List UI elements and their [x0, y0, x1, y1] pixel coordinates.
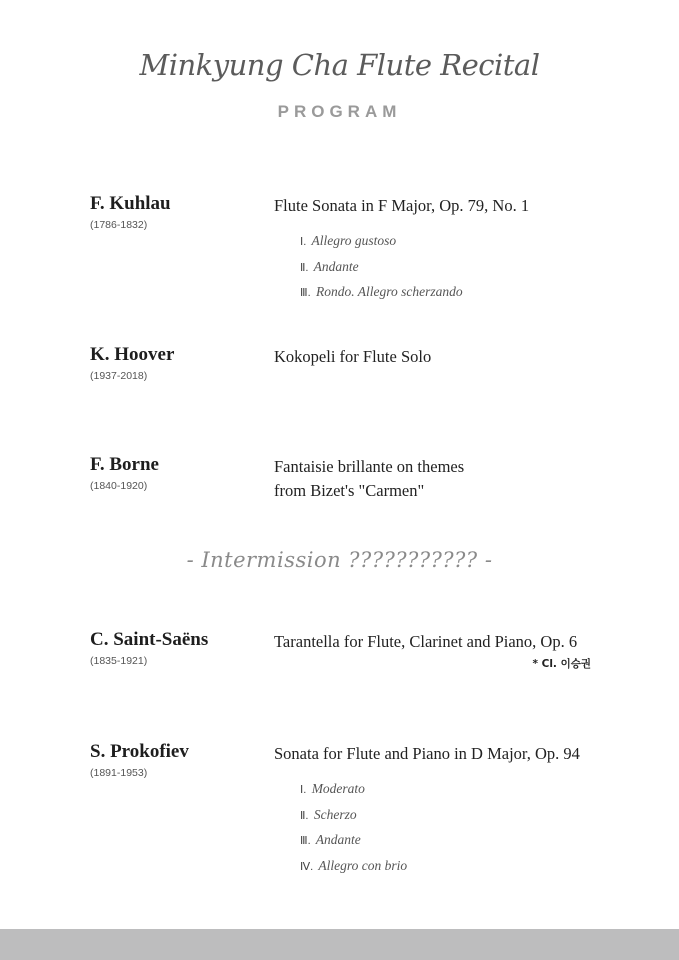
composer-years: (1835-1921): [90, 655, 148, 667]
composer-name: K. Hoover: [90, 344, 175, 365]
movement-item: Ⅰ. Allegro gustoso: [300, 233, 397, 248]
work-title-line: Fantaisie brillante on themes: [274, 457, 465, 476]
composer-years: (1840-1920): [90, 480, 148, 492]
movement-item: Ⅲ. Andante: [300, 832, 361, 847]
movement-item: Ⅲ. Rondo. Allegro scherzando: [300, 284, 463, 299]
composer-name: C. Saint-Saëns: [90, 629, 209, 650]
composer-name: F. Borne: [90, 454, 159, 475]
composer-years: (1937-2018): [90, 370, 148, 382]
movement-list: [300, 229, 463, 306]
recital-title: Minkyung Cha Flute Recital: [139, 48, 540, 82]
composer-name: S. Prokofiev: [90, 741, 189, 762]
composer-name: F. Kuhlau: [90, 193, 171, 214]
guest-performer-note: * Cl. 이승권: [532, 658, 591, 670]
work-title: Kokopeli for Flute Solo: [274, 347, 432, 366]
movement-item: Ⅰ. Moderato: [300, 781, 365, 796]
composer-years: (1891-1953): [90, 767, 148, 779]
work-title: Flute Sonata in F Major, Op. 79, No. 1: [274, 196, 530, 215]
work-title-line: from Bizet's "Carmen": [274, 481, 425, 500]
intermission-label: - Intermission ??????????? -: [186, 548, 493, 572]
work-title: Tarantella for Flute, Clarinet and Piano, Op. 6: [274, 632, 578, 651]
composer-years: (1786-1832): [90, 219, 148, 231]
movement-item: Ⅳ. Allegro con brio: [300, 857, 408, 873]
movement-list: [300, 777, 407, 879]
program-heading: PROGRAM: [277, 102, 402, 121]
footer-band: [0, 929, 679, 960]
movement-item: Ⅱ. Scherzo: [300, 806, 357, 822]
work-title: [274, 455, 464, 503]
work-title: Sonata for Flute and Piano in D Major, Op. 94: [274, 744, 580, 763]
movement-item: Ⅱ. Andante: [300, 258, 359, 274]
